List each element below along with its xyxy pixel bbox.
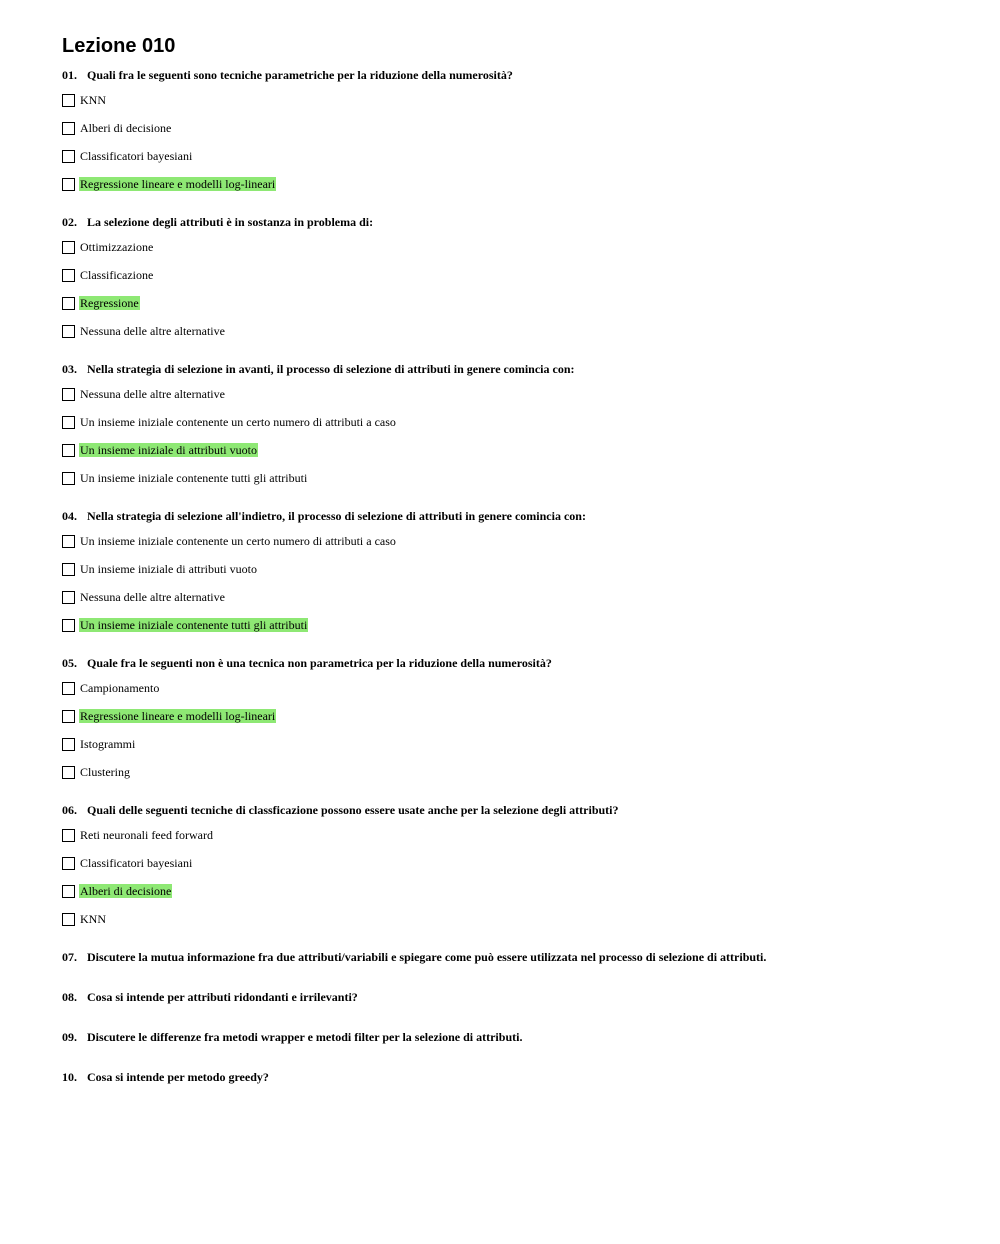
answer-label: Classificazione (80, 268, 154, 282)
question-text: Quale fra le seguenti non è una tecnica non parametrica per la riduzione della numerosità? (87, 656, 552, 670)
answer-options (62, 527, 962, 639)
answer-option[interactable] (62, 611, 962, 639)
question-text: Discutere la mutua informazione fra due attributi/variabili e spiegare come può essere utilizzata nel processo di selezione di attributi. (87, 950, 767, 964)
question-3 (62, 361, 962, 492)
answer-option[interactable] (62, 261, 962, 289)
question-1 (62, 67, 962, 198)
question-heading (62, 655, 962, 671)
question-2 (62, 214, 962, 345)
question-8 (62, 989, 962, 1005)
answer-label: KNN (80, 912, 106, 926)
answer-option[interactable] (62, 114, 962, 142)
question-number: 02. (62, 215, 77, 229)
question-number: 06. (62, 803, 77, 817)
question-number: 07. (62, 950, 77, 964)
checkbox-icon[interactable] (62, 913, 75, 926)
question-number: 08. (62, 990, 77, 1004)
question-heading (62, 1029, 962, 1045)
answer-option[interactable] (62, 142, 962, 170)
answer-options (62, 674, 962, 786)
document-page (62, 34, 962, 1109)
question-text: Discutere le differenze fra metodi wrapper e metodi filter per la selezione di attributi. (87, 1030, 523, 1044)
question-heading (62, 802, 962, 818)
answer-options (62, 86, 962, 198)
question-text: Nella strategia di selezione all'indietro, il processo di selezione di attributi in genere comincia con: (87, 509, 586, 523)
answer-option[interactable] (62, 674, 962, 702)
checkbox-icon[interactable] (62, 857, 75, 870)
answer-option[interactable] (62, 527, 962, 555)
question-number: 09. (62, 1030, 77, 1044)
question-text: Quali delle seguenti tecniche di classficazione possono essere usate anche per la selezione degli attributi? (87, 803, 619, 817)
answer-option[interactable] (62, 877, 962, 905)
correct-answer-label: Regressione (80, 296, 139, 310)
checkbox-icon[interactable] (62, 885, 75, 898)
checkbox-icon[interactable] (62, 619, 75, 632)
checkbox-icon[interactable] (62, 682, 75, 695)
answer-options (62, 380, 962, 492)
answer-label: Campionamento (80, 681, 160, 695)
answer-option[interactable] (62, 555, 962, 583)
answer-label: Un insieme iniziale contenente un certo numero di attributi a caso (80, 534, 396, 548)
correct-answer-label: Alberi di decisione (80, 884, 172, 898)
question-text: Cosa si intende per metodo greedy? (87, 1070, 269, 1084)
correct-answer-label: Un insieme iniziale contenente tutti gli attributi (80, 618, 308, 632)
answer-option[interactable] (62, 380, 962, 408)
question-heading (62, 361, 962, 377)
question-6 (62, 802, 962, 933)
answer-options (62, 821, 962, 933)
answer-option[interactable] (62, 730, 962, 758)
checkbox-icon[interactable] (62, 535, 75, 548)
question-number: 04. (62, 509, 77, 523)
answer-label: KNN (80, 93, 106, 107)
answer-option[interactable] (62, 905, 962, 933)
answer-option[interactable] (62, 436, 962, 464)
question-number: 10. (62, 1070, 77, 1084)
checkbox-icon[interactable] (62, 269, 75, 282)
checkbox-icon[interactable] (62, 94, 75, 107)
checkbox-icon[interactable] (62, 241, 75, 254)
checkbox-icon[interactable] (62, 766, 75, 779)
answer-option[interactable] (62, 821, 962, 849)
checkbox-icon[interactable] (62, 122, 75, 135)
checkbox-icon[interactable] (62, 472, 75, 485)
question-heading (62, 214, 962, 230)
correct-answer-label: Regressione lineare e modelli log-lineari (80, 177, 276, 191)
checkbox-icon[interactable] (62, 563, 75, 576)
question-9 (62, 1029, 962, 1045)
checkbox-icon[interactable] (62, 178, 75, 191)
question-number: 01. (62, 68, 77, 82)
answer-options (62, 233, 962, 345)
answer-label: Nessuna delle altre alternative (80, 387, 225, 401)
answer-option[interactable] (62, 317, 962, 345)
question-heading (62, 67, 962, 83)
checkbox-icon[interactable] (62, 591, 75, 604)
checkbox-icon[interactable] (62, 325, 75, 338)
question-list (62, 67, 962, 1085)
answer-label: Un insieme iniziale contenente tutti gli attributi (80, 471, 308, 485)
checkbox-icon[interactable] (62, 416, 75, 429)
answer-option[interactable] (62, 464, 962, 492)
question-number: 05. (62, 656, 77, 670)
answer-label: Ottimizzazione (80, 240, 154, 254)
answer-option[interactable] (62, 702, 962, 730)
question-heading (62, 1069, 962, 1085)
answer-option[interactable] (62, 170, 962, 198)
answer-option[interactable] (62, 289, 962, 317)
question-number: 03. (62, 362, 77, 376)
answer-label: Un insieme iniziale contenente un certo numero di attributi a caso (80, 415, 396, 429)
checkbox-icon[interactable] (62, 738, 75, 751)
checkbox-icon[interactable] (62, 444, 75, 457)
question-text: Cosa si intende per attributi ridondanti e irrilevanti? (87, 990, 358, 1004)
answer-option[interactable] (62, 408, 962, 436)
answer-option[interactable] (62, 849, 962, 877)
checkbox-icon[interactable] (62, 297, 75, 310)
answer-label: Alberi di decisione (80, 121, 172, 135)
answer-option[interactable] (62, 233, 962, 261)
checkbox-icon[interactable] (62, 388, 75, 401)
answer-option[interactable] (62, 583, 962, 611)
checkbox-icon[interactable] (62, 150, 75, 163)
question-text: La selezione degli attributi è in sostanza in problema di: (87, 215, 374, 229)
answer-label: Reti neuronali feed forward (80, 828, 213, 842)
answer-label: Classificatori bayesiani (80, 149, 193, 163)
answer-label: Classificatori bayesiani (80, 856, 193, 870)
answer-option[interactable] (62, 86, 962, 114)
question-heading (62, 989, 962, 1005)
question-heading (62, 508, 962, 524)
question-5 (62, 655, 962, 786)
question-7 (62, 949, 962, 965)
answer-label: Nessuna delle altre alternative (80, 590, 225, 604)
question-10 (62, 1069, 962, 1085)
page-title: Lezione 010 (62, 35, 176, 57)
checkbox-icon[interactable] (62, 829, 75, 842)
correct-answer-label: Un insieme iniziale di attributi vuoto (80, 443, 257, 457)
question-text: Nella strategia di selezione in avanti, il processo di selezione di attributi in genere comincia con: (87, 362, 575, 376)
correct-answer-label: Regressione lineare e modelli log-lineari (80, 709, 276, 723)
question-heading (62, 949, 962, 965)
answer-label: Istogrammi (80, 737, 136, 751)
answer-label: Clustering (80, 765, 130, 779)
question-text: Quali fra le seguenti sono tecniche parametriche per la riduzione della numerosità? (87, 68, 513, 82)
answer-label: Nessuna delle altre alternative (80, 324, 225, 338)
question-4 (62, 508, 962, 639)
answer-label: Un insieme iniziale di attributi vuoto (80, 562, 257, 576)
answer-option[interactable] (62, 758, 962, 786)
checkbox-icon[interactable] (62, 710, 75, 723)
